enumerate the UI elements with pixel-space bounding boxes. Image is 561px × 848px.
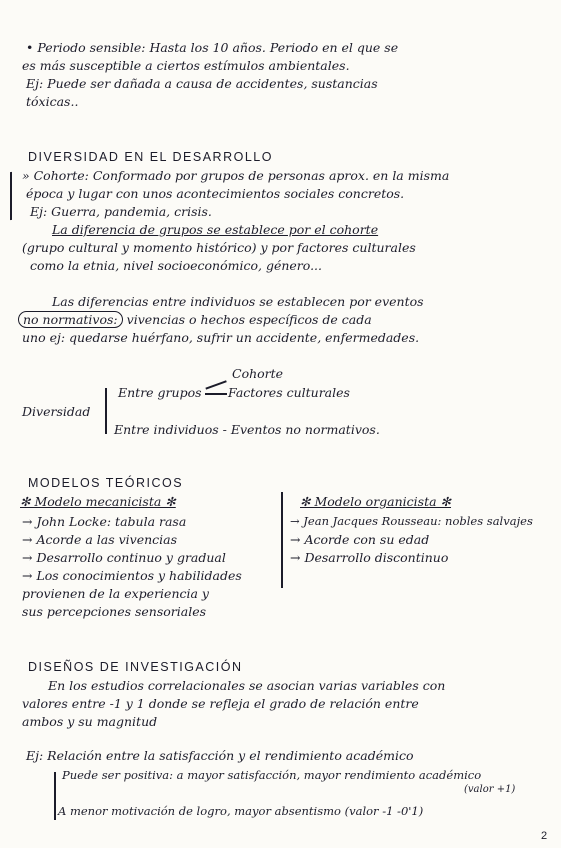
diversidad-title: DIVERSIDAD EN EL DESARROLLO	[28, 150, 273, 164]
ejemplo-brace	[54, 772, 56, 820]
no-normativos-circled: no normativos:	[18, 311, 123, 328]
diagram-branch-up	[205, 380, 226, 389]
organicista-item-2: → Acorde con su edad	[290, 532, 430, 547]
disenos-para-3: ambos y su magnitud	[22, 714, 158, 729]
individuos-line-1: Las diferencias entre individuos se establecen por eventos	[52, 294, 424, 309]
individuos-line-3: uno ej: quedarse huérfano, sufrir un accidente, enfermedades.	[22, 330, 420, 345]
organicista-item-3: → Desarrollo discontinuo	[290, 550, 449, 565]
disenos-title: DISEÑOS DE INVESTIGACIÓN	[28, 660, 243, 674]
individuos-line-2-rest: vivencias o hechos específicos de cada	[126, 312, 372, 327]
organicista-heading: ✻ Modelo organicista ✻	[300, 494, 452, 509]
diagram-branch-down	[205, 393, 227, 395]
organicista-item-1: → Jean Jacques Rousseau: nobles salvajes	[290, 514, 533, 528]
diagram-entre-individuos: Entre individuos - Eventos no normativos.	[114, 422, 380, 437]
mecanicista-item-1: → John Locke: tabula rasa	[22, 514, 187, 529]
mecanicista-item-2: → Acorde a las vivencias	[22, 532, 178, 547]
cohorte-line-2: época y lugar con unos acontecimientos sociales concretos.	[26, 186, 405, 201]
ejemplo-line-3: A menor motivación de logro, mayor absentismo (valor -1 -0'1)	[58, 804, 424, 818]
mecanicista-heading: ✻ Modelo mecanicista ✻	[20, 494, 176, 509]
modelos-title: MODELOS TEÓRICOS	[28, 476, 184, 490]
mecanicista-item-4: → Los conocimientos y habilidades	[22, 568, 242, 583]
cohorte-line-1: » Cohorte: Conformado por grupos de personas aprox. en la misma	[22, 168, 450, 183]
ejemplo-line-1: Ej: Relación entre la satisfacción y el rendimiento académico	[26, 748, 414, 763]
models-divider	[281, 492, 283, 588]
cohorte-line-3: Ej: Guerra, pandemia, crisis.	[30, 204, 212, 219]
diferencia-line-3: como la etnia, nivel socioeconómico, género...	[30, 258, 322, 273]
mecanicista-item-6: sus percepciones sensoriales	[22, 604, 207, 619]
periodo-line-4: tóxicas..	[26, 94, 79, 109]
periodo-line-3: Ej: Puede ser dañada a causa de accidentes, sustancias	[26, 76, 378, 91]
ejemplo-line-2: Puede ser positiva: a mayor satisfacción, mayor rendimiento académico	[62, 768, 482, 782]
diagram-root: Diversidad	[22, 404, 91, 419]
diagram-cohorte: Cohorte	[232, 366, 284, 381]
periodo-line-1: • Periodo sensible: Hasta los 10 años. Periodo en el que se	[26, 40, 399, 55]
bracket-mark	[10, 172, 12, 220]
disenos-para-1: En los estudios correlacionales se asocian varias variables con	[48, 678, 446, 693]
mecanicista-item-3: → Desarrollo continuo y gradual	[22, 550, 226, 565]
mecanicista-item-5: provienen de la experiencia y	[22, 586, 209, 601]
page-number: 2	[541, 830, 548, 842]
diagram-brace	[105, 388, 107, 434]
individuos-line-2	[18, 312, 372, 327]
periodo-line-2: es más susceptible a ciertos estímulos ambientales.	[22, 58, 350, 73]
ejemplo-note: (valor +1)	[464, 784, 516, 795]
diagram-entre-grupos: Entre grupos	[118, 385, 202, 400]
disenos-para-2: valores entre -1 y 1 donde se refleja el grado de relación entre	[22, 696, 419, 711]
diagram-factores-culturales: Factores culturales	[228, 385, 350, 400]
diferencia-line-1: La diferencia de grupos se establece por el cohorte	[52, 222, 379, 237]
diferencia-line-2: (grupo cultural y momento histórico) y por factores culturales	[22, 240, 416, 255]
